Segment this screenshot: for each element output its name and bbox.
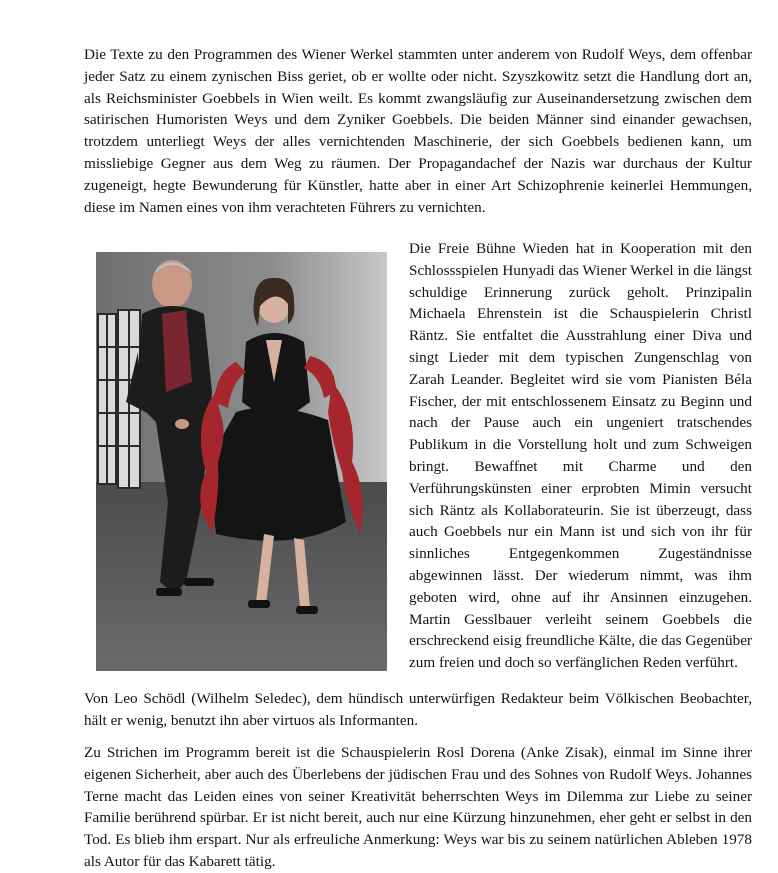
paragraph-leo-schoedl: Von Leo Schödl (Wilhelm Seledec), dem hündisch unterwürfigen Redakteur beim Völkischen Beobachter, hält er wenig, benutzt ihn aber virtuos als Informanten. bbox=[84, 690, 752, 729]
paragraph-freie-buehne: Die Freie Bühne Wieden hat in Kooperation mit den Schlossspielen Hunyadi das Wiener Werkel in die längst schuldige Erinnerung zurück geholt. Prinzipalin Michaela Ehrenstein ist die Schauspielerin Christl Räntz. Sie entfaltet die Ausstrahlung einer Diva und singt Lieder mit dem typischen Zungenschlag von Zarah Leander. Begleitet wird sie vom Pianisten Béla Fischer, der mit entschlossenem Einsatz zu Beginn und nach der Pause auch ein ungeniert tratschendes Publikum in die Vorstellung holt und zum Schweigen bringt. Bewaffnet mit Charme und den Verführungskünsten einer erprobten Mimin versucht sich Räntz als Kollaborateurin. Sie ist überzeugt, dass auch Goebbels nur ein Mann ist und sich von ihr für sinnliches Entgegenkommen Zugeständnisse abgewinnen lässt. Der wiederum nimmt, was ihm geboten wird, ohne auf ihr Ansinnen einzugehen. Martin Gesslbauer verleiht seinem Goebbels die erschreckend eisig freundliche Kälte, die das Gegenüber zum freien und doch so verfänglichen Reden verführt. bbox=[409, 240, 752, 672]
paragraph-rosl-dorena: Zu Strichen im Programm bereit ist die Schauspielerin Rosl Dorena (Anke Zisak), einmal im Sinne ihrer eigenen Sicherheit, aber auch des Überlebens der jüdischen Frau und des Sohnes von Rudolf Weys. Johannes Terne macht das Leiden eines von seiner Kreativität beherrschten Weys im Dilemma zur Liebe zu seiner Familie berührend spürbar. Er ist nicht bereit, auch nur eine Kürzung hinzunehmen, eher geht er selbst in den Tod. Es blieb ihm erspart. Nur als erfreuliche Anmerkung: Weys war bis zu seinem natürlichen Ableben 1978 als Autor für das Kabarett tätig. bbox=[84, 744, 752, 870]
stage-photo bbox=[96, 252, 387, 671]
paragraph-weys-goebbels: Die Texte zu den Programmen des Wiener Werkel stammten unter anderem von Rudolf Weys, dem offenbar jeder Satz zu einem zynischen Biss geriet, ob er wollte oder nicht. Szyszkowitz setzt die Handlung dort an, als Reichsminister Goebbels in Wien weilt. Es kommt zwangsläufig zur Auseinandersetzung zwischen dem satirischen Humoristen Weys und dem Zyniker Goebbels. Die beiden Männer sind einander gewachsen, trotzdem unterliegt Weys der alles vernichtenden Maschinerie, der sich Goebbels bedienen kann, um missliebige Gegner aus dem Weg zu räumen. Der Propagandachef der Nazis war durchaus der Kultur zugeneigt, hegte Bewunderung für Künstler, hatte aber in einer Art Schizophrenie keinerlei Hemmungen, diese im Namen eines von ihm verachteten Führers zu vernichten. bbox=[84, 46, 752, 216]
stage-photo-icon bbox=[96, 252, 387, 671]
